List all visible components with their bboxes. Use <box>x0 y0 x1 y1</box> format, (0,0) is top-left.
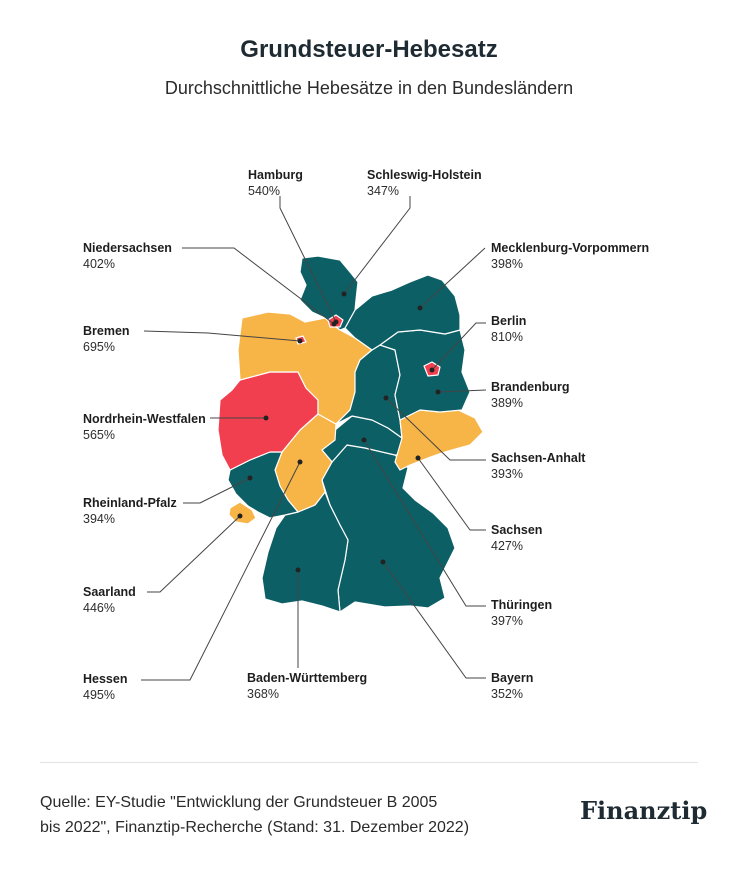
label-schleswig-holstein <box>367 167 482 199</box>
state-value: 495% <box>83 688 115 702</box>
marker-niedersachsen <box>332 322 337 327</box>
source-line-1: Quelle: EY-Studie "Entwicklung der Grundsteuer B 2005 <box>40 794 438 811</box>
label-berlin <box>491 313 526 345</box>
label-niedersachsen <box>83 240 172 272</box>
marker-hessen <box>298 460 303 465</box>
state-value: 427% <box>491 539 523 553</box>
marker-sachsen <box>416 456 421 461</box>
marker-saarland <box>238 514 243 519</box>
marker-baden-wuerttemberg <box>296 568 301 573</box>
chart-title: Grundsteuer-Hebesatz <box>240 36 498 63</box>
state-value: 394% <box>83 512 115 526</box>
label-saarland <box>83 584 136 616</box>
state-name: Baden-Württemberg <box>247 671 368 685</box>
marker-bremen <box>298 339 303 344</box>
marker-mecklenburg-vorpommern <box>418 306 423 311</box>
state-value: 540% <box>248 184 280 198</box>
state-value: 393% <box>491 467 523 481</box>
state-name: Brandenburg <box>491 380 570 394</box>
state-value: 695% <box>83 340 115 354</box>
state-name: Mecklenburg-Vorpommern <box>491 241 650 255</box>
state-value: 368% <box>247 687 279 701</box>
marker-bayern <box>381 560 386 565</box>
state-value: 402% <box>83 257 115 271</box>
state-value: 810% <box>491 330 523 344</box>
leader-saarland <box>147 516 240 592</box>
state-name: Schleswig-Holstein <box>367 168 482 182</box>
state-value: 446% <box>83 601 115 615</box>
chart-subtitle: Durchschnittliche Hebesätze in den Bundesländern <box>164 78 574 98</box>
label-nordrhein-westfalen <box>83 411 206 443</box>
marker-rheinland-pfalz <box>248 476 253 481</box>
state-value: 398% <box>491 257 523 271</box>
state-name: Nordrhein-Westfalen <box>83 412 206 426</box>
label-hessen <box>83 671 127 703</box>
state-name: Saarland <box>83 585 136 599</box>
marker-nordrhein-westfalen <box>264 416 269 421</box>
state-value: 389% <box>491 396 523 410</box>
state-name: Hessen <box>83 672 128 686</box>
footer-divider <box>40 762 698 763</box>
label-sachsen-anhalt <box>491 450 585 482</box>
source-note <box>40 790 520 840</box>
marker-sachsen-anhalt <box>384 396 389 401</box>
state-name: Bremen <box>83 324 130 338</box>
marker-thueringen <box>362 438 367 443</box>
finanztip-logo: Finanztip <box>580 796 708 825</box>
state-name: Berlin <box>491 314 527 328</box>
label-thueringen <box>491 597 552 629</box>
source-line-2: bis 2022", Finanztip-Recherche (Stand: 31. Dezember 2022) <box>40 819 470 836</box>
state-value: 352% <box>491 687 523 701</box>
label-bayern <box>491 670 533 702</box>
marker-berlin <box>430 368 435 373</box>
label-bremen <box>83 323 130 355</box>
label-hamburg <box>248 167 303 199</box>
label-mecklenburg-vorpommern <box>491 240 649 272</box>
state-value: 397% <box>491 614 523 628</box>
marker-brandenburg <box>436 390 441 395</box>
label-brandenburg <box>491 379 569 411</box>
label-baden-wuerttemberg <box>247 670 367 702</box>
state-name: Sachsen <box>491 523 543 537</box>
state-value: 347% <box>367 184 399 198</box>
label-sachsen <box>491 522 542 554</box>
state-name: Niedersachsen <box>83 241 172 255</box>
state-value: 565% <box>83 428 115 442</box>
state-name: Thüringen <box>491 598 553 612</box>
state-name: Hamburg <box>248 168 303 182</box>
label-rheinland-pfalz <box>83 495 177 527</box>
marker-schleswig-holstein <box>342 292 347 297</box>
state-name: Bayern <box>491 671 534 685</box>
state-name: Sachsen-Anhalt <box>491 451 586 465</box>
state-name: Rheinland-Pfalz <box>83 496 177 510</box>
